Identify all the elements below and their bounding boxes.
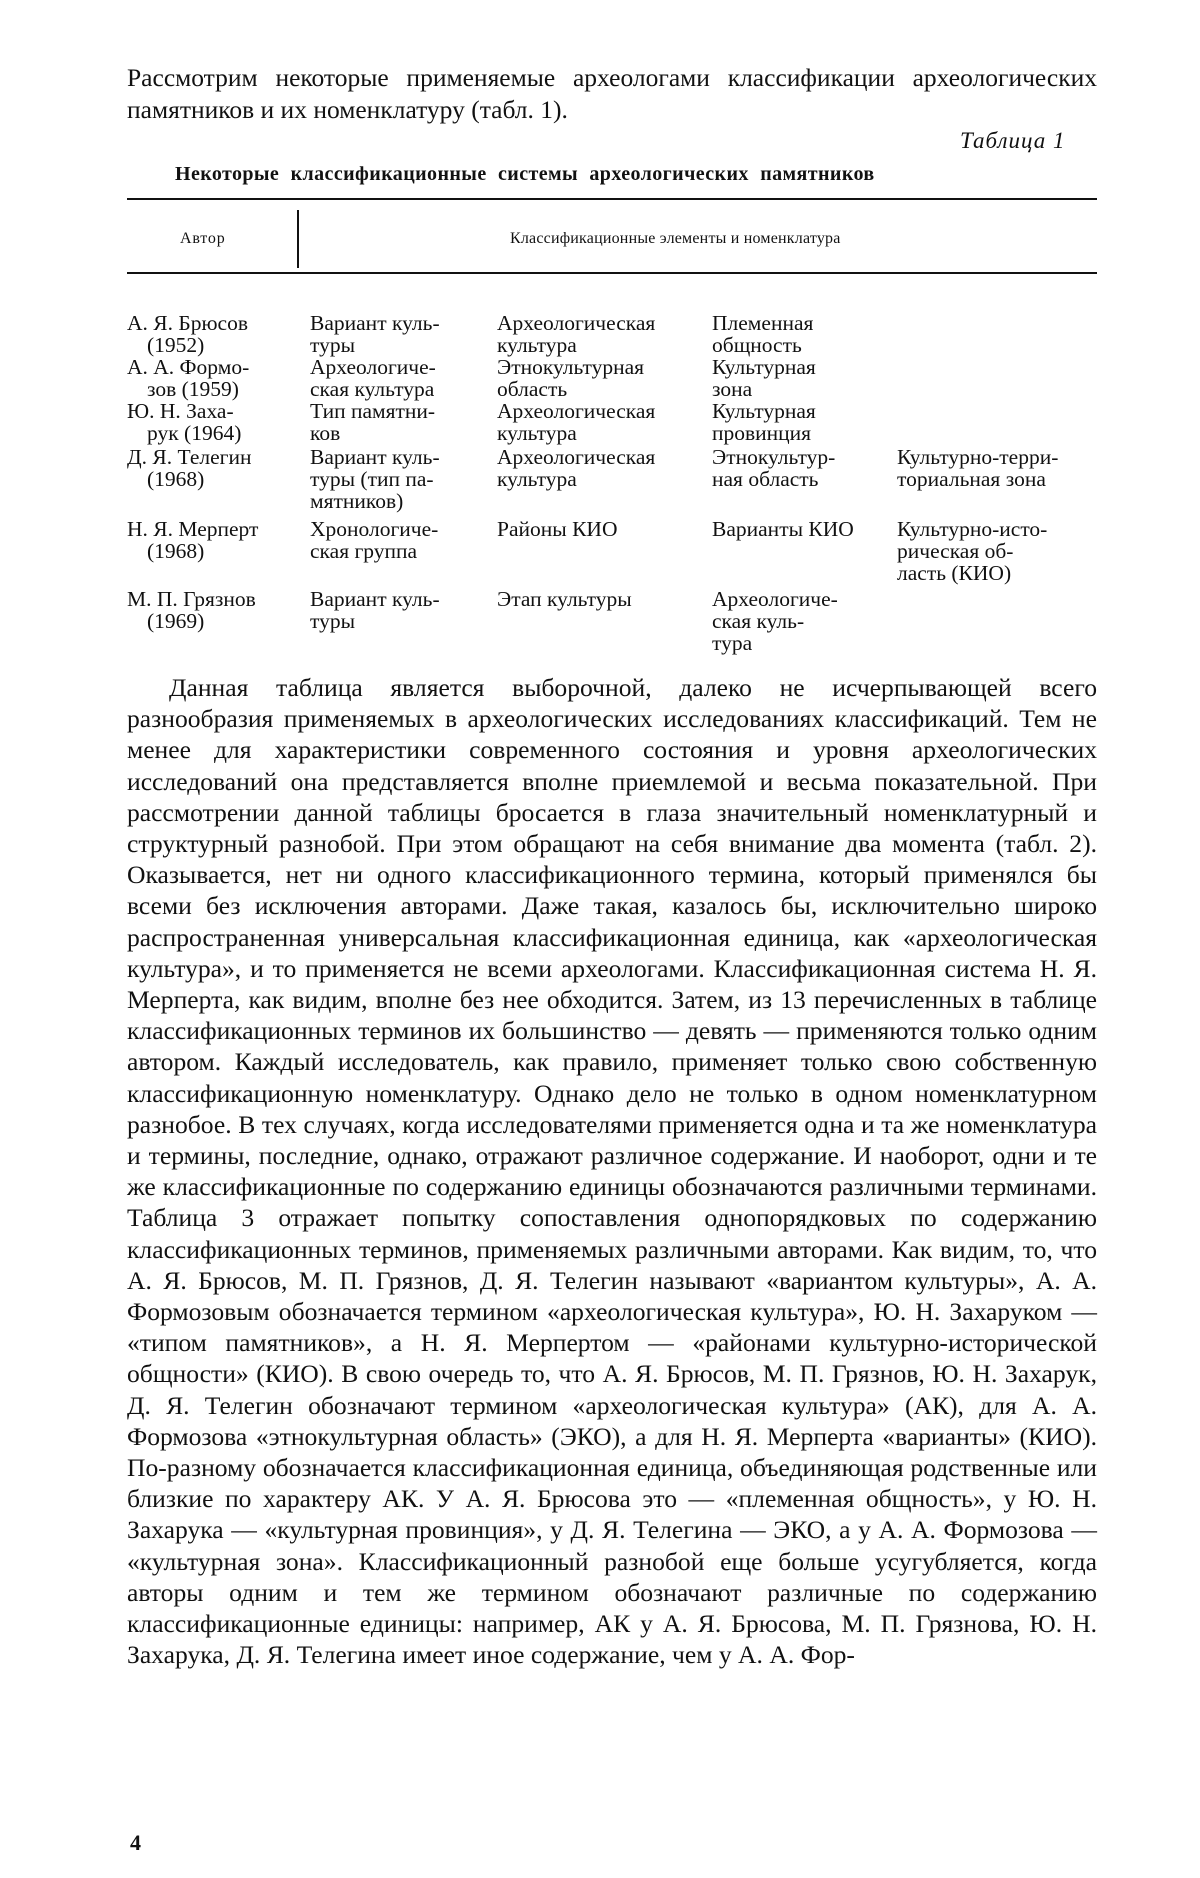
table-cell-author <box>127 400 241 444</box>
table-cell-line: Вариант куль- <box>310 311 440 335</box>
table-cell-line: ториальная зона <box>897 467 1046 491</box>
table-cell-line: А. Я. Брюсов <box>127 311 248 335</box>
table-cell-line: Культурная <box>712 355 816 379</box>
table-cell-author <box>127 518 258 562</box>
table-cell-line: ская культура <box>310 377 435 401</box>
table-cell-c4 <box>897 446 1058 490</box>
header-column-divider <box>297 210 299 268</box>
table-cell-line: Н. Я. Мерперт <box>127 517 259 541</box>
table-cell-c2 <box>497 588 632 610</box>
table-caption: Таблица 1 <box>960 128 1066 153</box>
table-cell-line: Племенная <box>712 311 814 335</box>
table-cell-c1 <box>310 446 440 512</box>
table-cell-c3 <box>712 312 813 356</box>
table-cell-line: Этнокультур- <box>712 445 836 469</box>
table-cell-line: культура <box>497 421 577 445</box>
table-cell-line: (1968) <box>147 539 205 563</box>
table-cell-c2 <box>497 356 644 400</box>
table-cell-c4 <box>897 518 1047 584</box>
table-cell-c1 <box>310 400 435 444</box>
table-cell-line: ская куль- <box>712 609 805 633</box>
table-title: Некоторые классификационные системы археологических памятников <box>175 163 875 185</box>
table-cell-line: М. П. Грязнов <box>127 587 256 611</box>
table-cell-line: культура <box>497 333 577 357</box>
table-cell-line: Вариант куль- <box>310 587 440 611</box>
table-cell-c1 <box>310 312 440 356</box>
table-cell-line: ков <box>310 421 341 445</box>
table-cell-line: Ю. Н. Заха- <box>127 399 234 423</box>
table-cell-line: тура <box>712 631 753 655</box>
table-cell-line: мятников) <box>310 489 404 513</box>
table-cell-line: Тип памятни- <box>310 399 436 423</box>
table-cell-line: Этнокультурная <box>497 355 645 379</box>
table-cell-line: А. А. Формо- <box>127 355 250 379</box>
header-elements: Классификационные элементы и номенклатура <box>510 230 841 247</box>
table-cell-c3 <box>712 356 816 400</box>
table-cell-line: туры (тип па- <box>310 467 434 491</box>
table-cell-line: ласть (КИО) <box>897 561 1012 585</box>
table-cell-line: Археологическая <box>497 445 656 469</box>
table-cell-author <box>127 588 256 632</box>
table-cell-line: зона <box>712 377 753 401</box>
table-cell-line: туры <box>310 333 356 357</box>
table-cell-c2 <box>497 518 617 540</box>
table-cell-line: область <box>497 377 568 401</box>
table-cell-line: Культурно-терри- <box>897 445 1059 469</box>
page-number: 4 <box>130 1830 141 1855</box>
table-cell-line: (1952) <box>147 333 205 357</box>
table-cell-line: Археологическая <box>497 399 656 423</box>
table-header-rule <box>127 272 1097 274</box>
table-cell-author <box>127 356 249 400</box>
table-cell-author <box>127 446 251 490</box>
table-cell-line: провинция <box>712 421 812 445</box>
table-cell-line: Хронологиче- <box>310 517 439 541</box>
table-cell-line: Районы КИО <box>497 517 618 541</box>
table-cell-line: Культурная <box>712 399 816 423</box>
table-cell-author <box>127 312 248 356</box>
table-cell-line: Археологиче- <box>310 355 436 379</box>
table-cell-c2 <box>497 312 655 356</box>
table-cell-line: зов (1959) <box>147 377 239 401</box>
intro-text: Рассмотрим некоторые применяемые археологами классификации археологических памятников и их номенклатуру (табл. 1). <box>127 63 1097 124</box>
table-cell-c3 <box>712 518 854 540</box>
table-cell-line: Культурно-исто- <box>897 517 1048 541</box>
table-cell-c1 <box>310 518 438 562</box>
table-cell-line: ная область <box>712 467 819 491</box>
table-cell-c2 <box>497 400 655 444</box>
table-cell-line: ская группа <box>310 539 418 563</box>
table-cell-c3 <box>712 446 835 490</box>
table-cell-c2 <box>497 446 655 490</box>
table-cell-line: рическая об- <box>897 539 1014 563</box>
table-cell-c3 <box>712 588 838 654</box>
header-author: Автор <box>180 230 226 247</box>
table-cell-line: Варианты КИО <box>712 517 854 541</box>
table-cell-c3 <box>712 400 816 444</box>
table-cell-line: общность <box>712 333 802 357</box>
body-paragraph <box>127 672 1097 1671</box>
intro-paragraph <box>127 62 1097 126</box>
table-cell-line: Д. Я. Телегин <box>127 445 252 469</box>
table-cell-line: (1969) <box>147 609 205 633</box>
table-top-rule <box>127 198 1097 200</box>
table-cell-line: Этап культуры <box>497 587 632 611</box>
table-cell-line: Археологиче- <box>712 587 838 611</box>
body-text: Данная таблица является выборочной, далеко не исчерпывающей всего разнообразия применяемых в археологических исследованиях классификаций. Тем не менее для характеристики современного состояния и уровня археологических исследований она представляется вполне приемлемой и весьма показательной. При рассмотрении данной таблицы бросается в глаза значительный номенклатурный и структурный разнобой. При этом обращают на себя внимание два момента (табл. 2). Оказывается, нет ни одного классификационного термина, который применялся бы всеми без исключения авторами. Даже такая, казалось бы, исключительно широко распространенная универсальная классификационная единица, как «археологическая культура», и то применяется не всеми археологами. Классификационная система Н. Я. Мерперта, как видим, вполне без нее обходится. Затем, из 13 перечисленных в таблице классификационных терминов их большинство — девять — применяются только одним автором. Каждый исследователь, как правило, применяет только свою собственную классификационную номенклатуру. Однако дело не только в одном номенклатурном разнобое. В тех случаях, когда исследователями применяется одна и та же номенклатура и термины, последние, однако, отражают различное содержание. И наоборот, одни и те же классификационные по содержанию единицы обозначаются различными терминами. Таблица 3 отражает попытку сопоставления однопорядковых по содержанию классификационных терминов, применяемых различными авторами. Как видим, то, что А. Я. Брюсов, М. П. Грязнов, Д. Я. Телегин называют «вариантом культуры», А. А. Формозовым обозначается термином «археологическая культура», Ю. Н. Захаруком — «типом памятников», а Н. Я. Мерпертом — «районами культурно-исторической общности» (КИО). В свою очередь то, что А. Я. Брюсов, М. П. Грязнов, Ю. Н. Захарук, Д. Я. Телегин обозначают термином «археологическая культура» (АК), для А. А. Формозова «этнокультурная область» (ЭКО), а для Н. Я. Мерперта «варианты» (КИО). По-разному обозначается классификационная единица, объединяющая родственные или близкие по характеру АК. У А. Я. Брюсова это — «племенная общность», у Ю. Н. Захарука — «культурная провинция», у Д. Я. Телегина — ЭКО, а у А. А. Формозова — «культурная зона». Классификационный разнобой еще больше усугубляется, когда авторы одним и тем же термином обозначают различные по содержанию классификационные единицы: например, АК у А. Я. Брюсова, М. П. Грязнова, Ю. Н. Захарука, Д. Я. Телегина имеет иное содержание, чем у А. А. Фор- <box>127 673 1097 1670</box>
table-cell-line: рук (1964) <box>147 421 242 445</box>
table-cell-line: туры <box>310 609 356 633</box>
table-cell-line: культура <box>497 467 577 491</box>
table-cell-c1 <box>310 356 436 400</box>
table-cell-line: Археологическая <box>497 311 656 335</box>
table-cell-line: Вариант куль- <box>310 445 440 469</box>
table-cell-line: (1968) <box>147 467 205 491</box>
table-cell-c1 <box>310 588 440 632</box>
